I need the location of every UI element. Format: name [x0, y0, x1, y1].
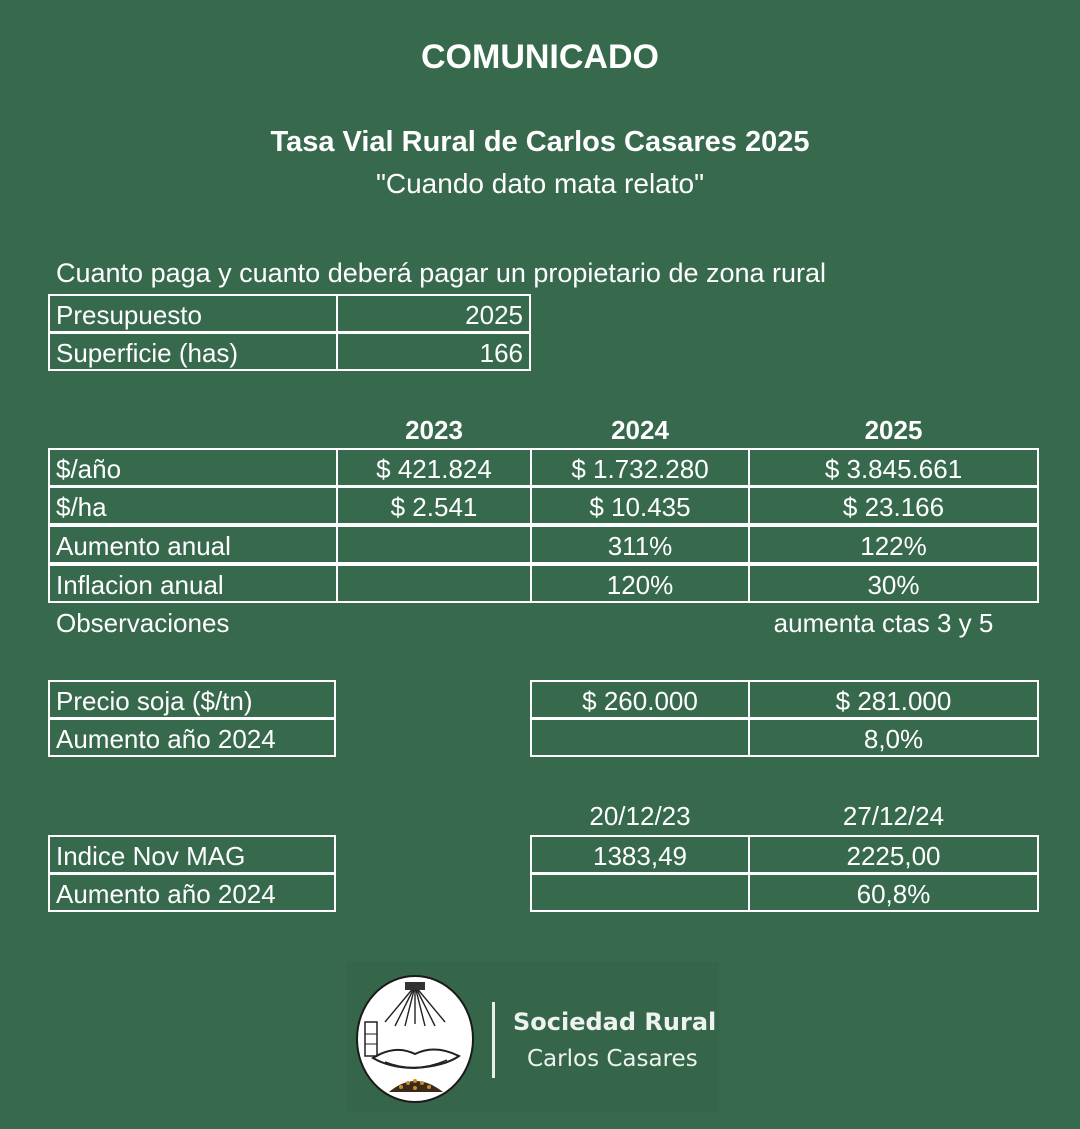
mag-label-aumento: Aumento año 2024 [48, 873, 336, 912]
soja-precio-2025: $ 281.000 [748, 680, 1039, 719]
cell-ha-2024: $ 10.435 [530, 486, 750, 525]
soja-aumento-2025: 8,0% [748, 718, 1039, 757]
soja-aumento-2024 [530, 718, 750, 757]
logo-line2: Carlos Casares [527, 1046, 698, 1072]
mag-aumento-1 [530, 873, 750, 912]
observaciones-label: Observaciones [56, 608, 230, 638]
cell-inflacion-2023 [336, 564, 532, 603]
soja-label-precio: Precio soja ($/tn) [48, 680, 336, 719]
cell-ha-2023: $ 2.541 [336, 486, 532, 525]
page-quote: "Cuando dato mata relato" [375, 168, 705, 199]
mag-label-indice: Indice Nov MAG [48, 835, 336, 874]
mag-date-1: 20/12/23 [589, 801, 691, 831]
year-header-2023: 2023 [405, 415, 463, 445]
cell-anio-2024: $ 1.732.280 [530, 448, 750, 487]
cell-aumento-2025: 122% [748, 525, 1039, 564]
logo-divider [492, 1002, 495, 1078]
intro-label-superficie: Superficie (has) [48, 332, 338, 371]
intro-value-superficie: 166 [336, 332, 531, 371]
year-header-2024: 2024 [611, 415, 669, 445]
year-header-2025: 2025 [864, 415, 923, 445]
cell-aumento-2024: 311% [530, 525, 750, 564]
logo-line1: Sociedad Rural [513, 1008, 717, 1036]
page-title: COMUNICADO [421, 38, 659, 76]
row-label-anio: $/año [48, 448, 338, 487]
mag-indice-2: 2225,00 [748, 835, 1039, 874]
intro-label-presupuesto: Presupuesto [48, 294, 338, 333]
row-label-aumento: Aumento anual [48, 525, 338, 564]
mag-date-2: 27/12/24 [842, 801, 945, 831]
mag-aumento-2: 60,8% [748, 873, 1039, 912]
observaciones-value: aumenta ctas 3 y 5 [773, 608, 994, 638]
cell-aumento-2023 [336, 525, 532, 564]
cell-inflacion-2024: 120% [530, 564, 750, 603]
cell-anio-2023: $ 421.824 [336, 448, 532, 487]
sociedad-rural-logo [347, 962, 719, 1112]
page-subtitle: Tasa Vial Rural de Carlos Casares 2025 [270, 126, 810, 158]
mag-indice-1: 1383,49 [530, 835, 750, 874]
cell-anio-2025: $ 3.845.661 [748, 448, 1039, 487]
soja-precio-2024: $ 260.000 [530, 680, 750, 719]
soja-label-aumento: Aumento año 2024 [48, 718, 336, 757]
intro-caption: Cuanto paga y cuanto deberá pagar un propietario de zona rural [56, 258, 827, 288]
intro-value-presupuesto: 2025 [336, 294, 531, 333]
row-label-ha: $/ha [48, 486, 338, 525]
cell-inflacion-2025: 30% [748, 564, 1039, 603]
row-label-inflacion: Inflacion anual [48, 564, 338, 603]
emblem-icon [355, 974, 475, 1104]
cell-ha-2025: $ 23.166 [748, 486, 1039, 525]
